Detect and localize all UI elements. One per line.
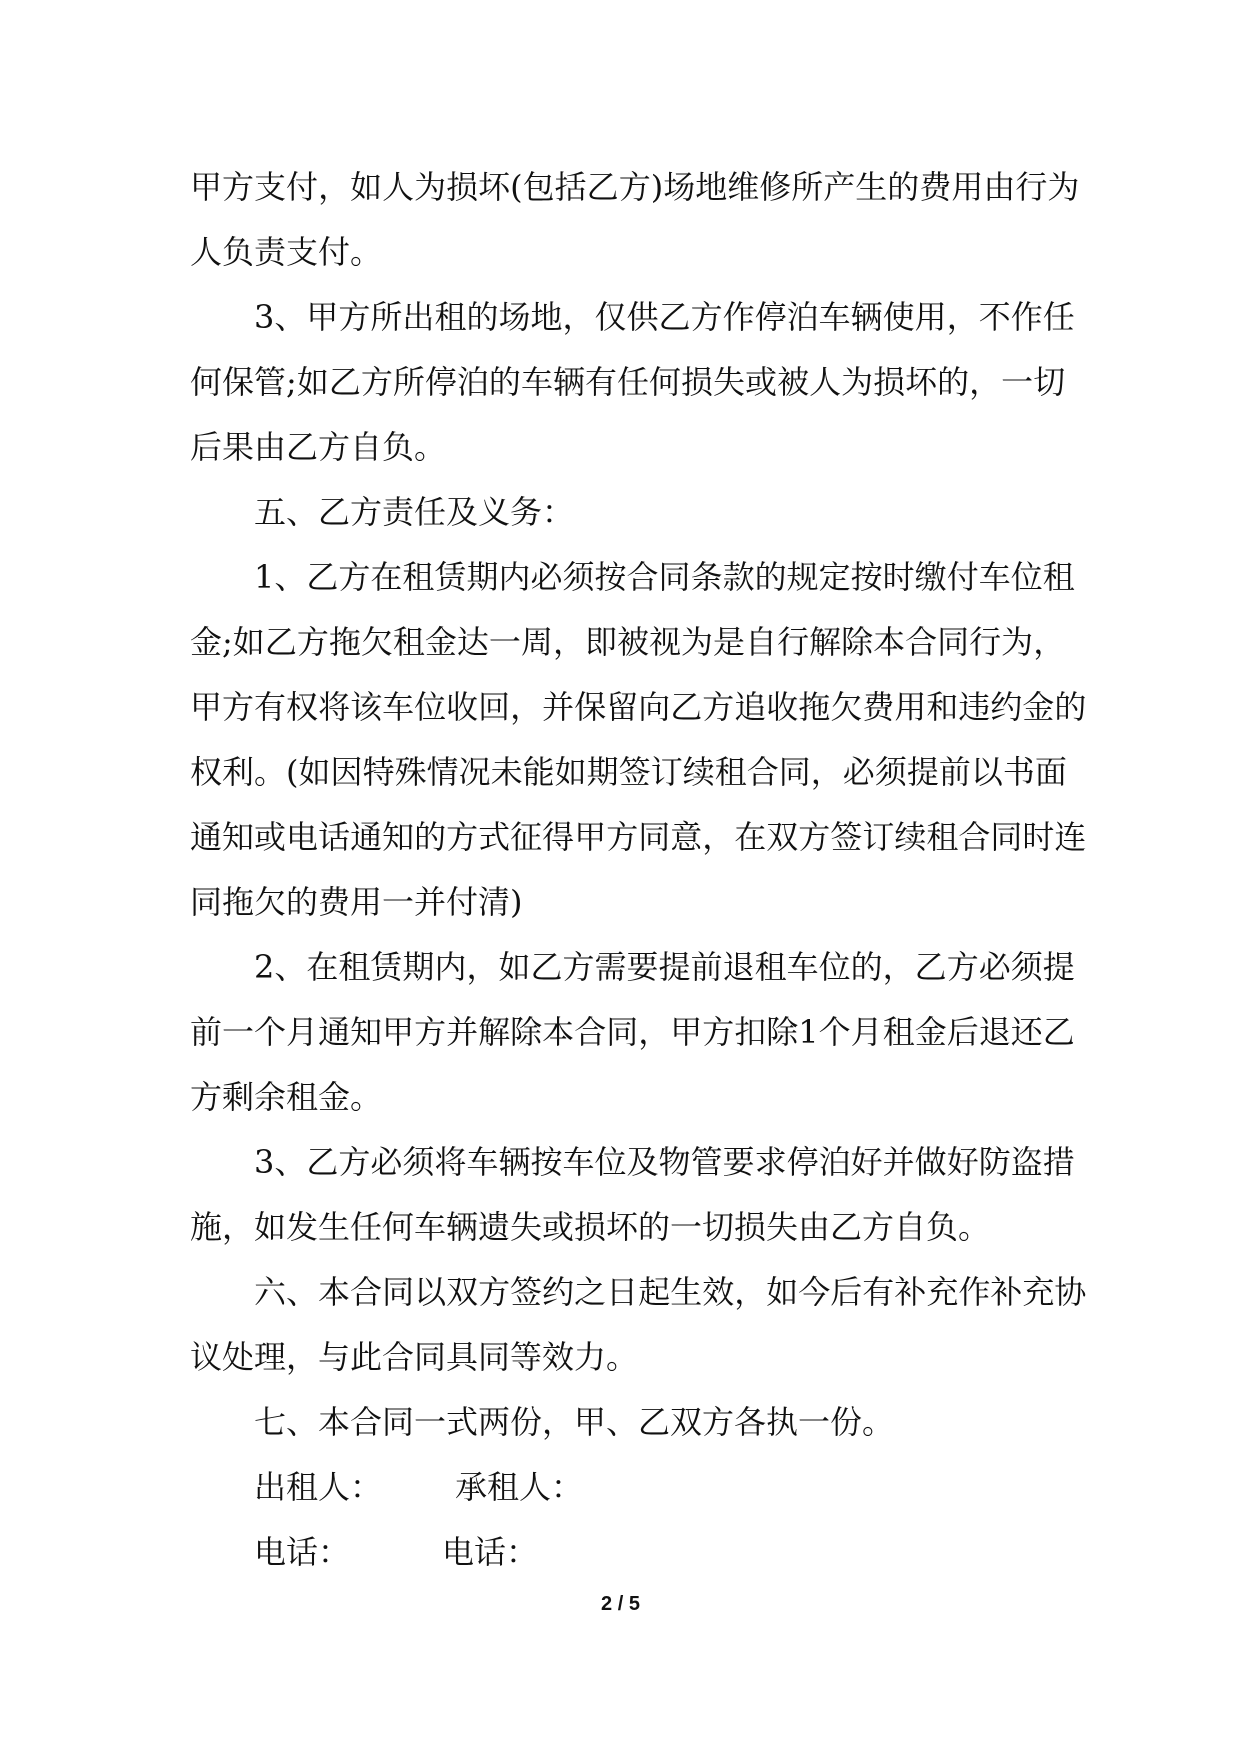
phone-label-lessee: 电话： (442, 1533, 539, 1571)
clause-1-text: 1 、 乙 方 在 租 赁 期 内 必 须 按 合 同 条 款 的 规 定 按 时 缴 付 车 位 租 (254, 558, 1075, 596)
phone-label-lessor: 电话： (254, 1533, 351, 1571)
text-line: 金 ; 如 乙 方 拖 欠 租 金 达 一 周 ， 即 被 视 为 是 自 行 解 除 本 合 同 行 为 ， (190, 623, 1066, 661)
text-line: 人负责支付。 (190, 233, 383, 271)
text-line: 权 利 。 ( 如 因 特 殊 情 况 未 能 如 期 签 订 续 租 合 同 ， 必 须 提 前 以 书 面 (190, 753, 1067, 791)
page-number: 2 / 5 (601, 1593, 640, 1615)
signature-row (190, 1455, 1052, 1520)
text-line: 施，如发生任何车辆遗失或损坏的一切损失由乙方自负。 (190, 1208, 991, 1246)
section-seven-text: 七、本合同一式两份，甲、乙双方各执一份。 (254, 1403, 895, 1441)
clause-2-text: 2 、 在 租 赁 期 内 ， 如 乙 方 需 要 提 前 退 租 车 位 的 ， 乙 方 必 须 提 (254, 948, 1075, 986)
text-line: 甲 方 有 权 将 该 车 位 收 回 ， 并 保 留 向 乙 方 追 收 拖 欠 费 用 和 违 约 金 的 (190, 688, 1087, 726)
text-line: 甲 方 支 付 ， 如 人 为 损 坏 ( 包 括 乙 方 ) 场 地 维 修 所 产 生 的 费 用 由 行 为 (190, 168, 1080, 206)
clause-3-text: 3 、 乙 方 必 须 将 车 辆 按 车 位 及 物 管 要 求 停 泊 好 并 做 好 防 盗 措 (254, 1143, 1075, 1181)
lessor-label: 出租人： (254, 1468, 383, 1506)
text-line: 何 保 管 ; 如 乙 方 所 停 泊 的 车 辆 有 任 何 损 失 或 被 人 为 损 坏 的 ， 一 切 (190, 363, 1066, 401)
phone-row (190, 1520, 1052, 1585)
clause-3-text: 3 、 甲 方 所 出 租 的 场 地 ， 仅 供 乙 方 作 停 泊 车 辆 使 用 ， 不 作 任 (254, 298, 1075, 336)
text-line: 后果由乙方自负。 (190, 428, 447, 466)
text-line: 方剩余租金。 (190, 1078, 383, 1116)
text-line: 同拖欠的费用一并付清) (190, 883, 523, 921)
text-line: 前 一 个 月 通 知 甲 方 并 解 除 本 合 同 ， 甲 方 扣 除 1 个 月 租 金 后 退 还 乙 (190, 1013, 1075, 1051)
text-line: 通 知 或 电 话 通 知 的 方 式 征 得 甲 方 同 意 ， 在 双 方 签 订 续 租 合 同 时 连 (190, 818, 1087, 856)
section-heading: 五、乙方责任及义务： (254, 493, 575, 531)
contract-body (190, 155, 1087, 1585)
section-six-text: 六 、 本 合 同 以 双 方 签 约 之 日 起 生 效 ， 如 今 后 有 补 充 作 补 充 协 (254, 1273, 1087, 1311)
lessee-label: 承租人： (455, 1468, 584, 1506)
text-line: 议处理，与此合同具同等效力。 (190, 1338, 639, 1376)
